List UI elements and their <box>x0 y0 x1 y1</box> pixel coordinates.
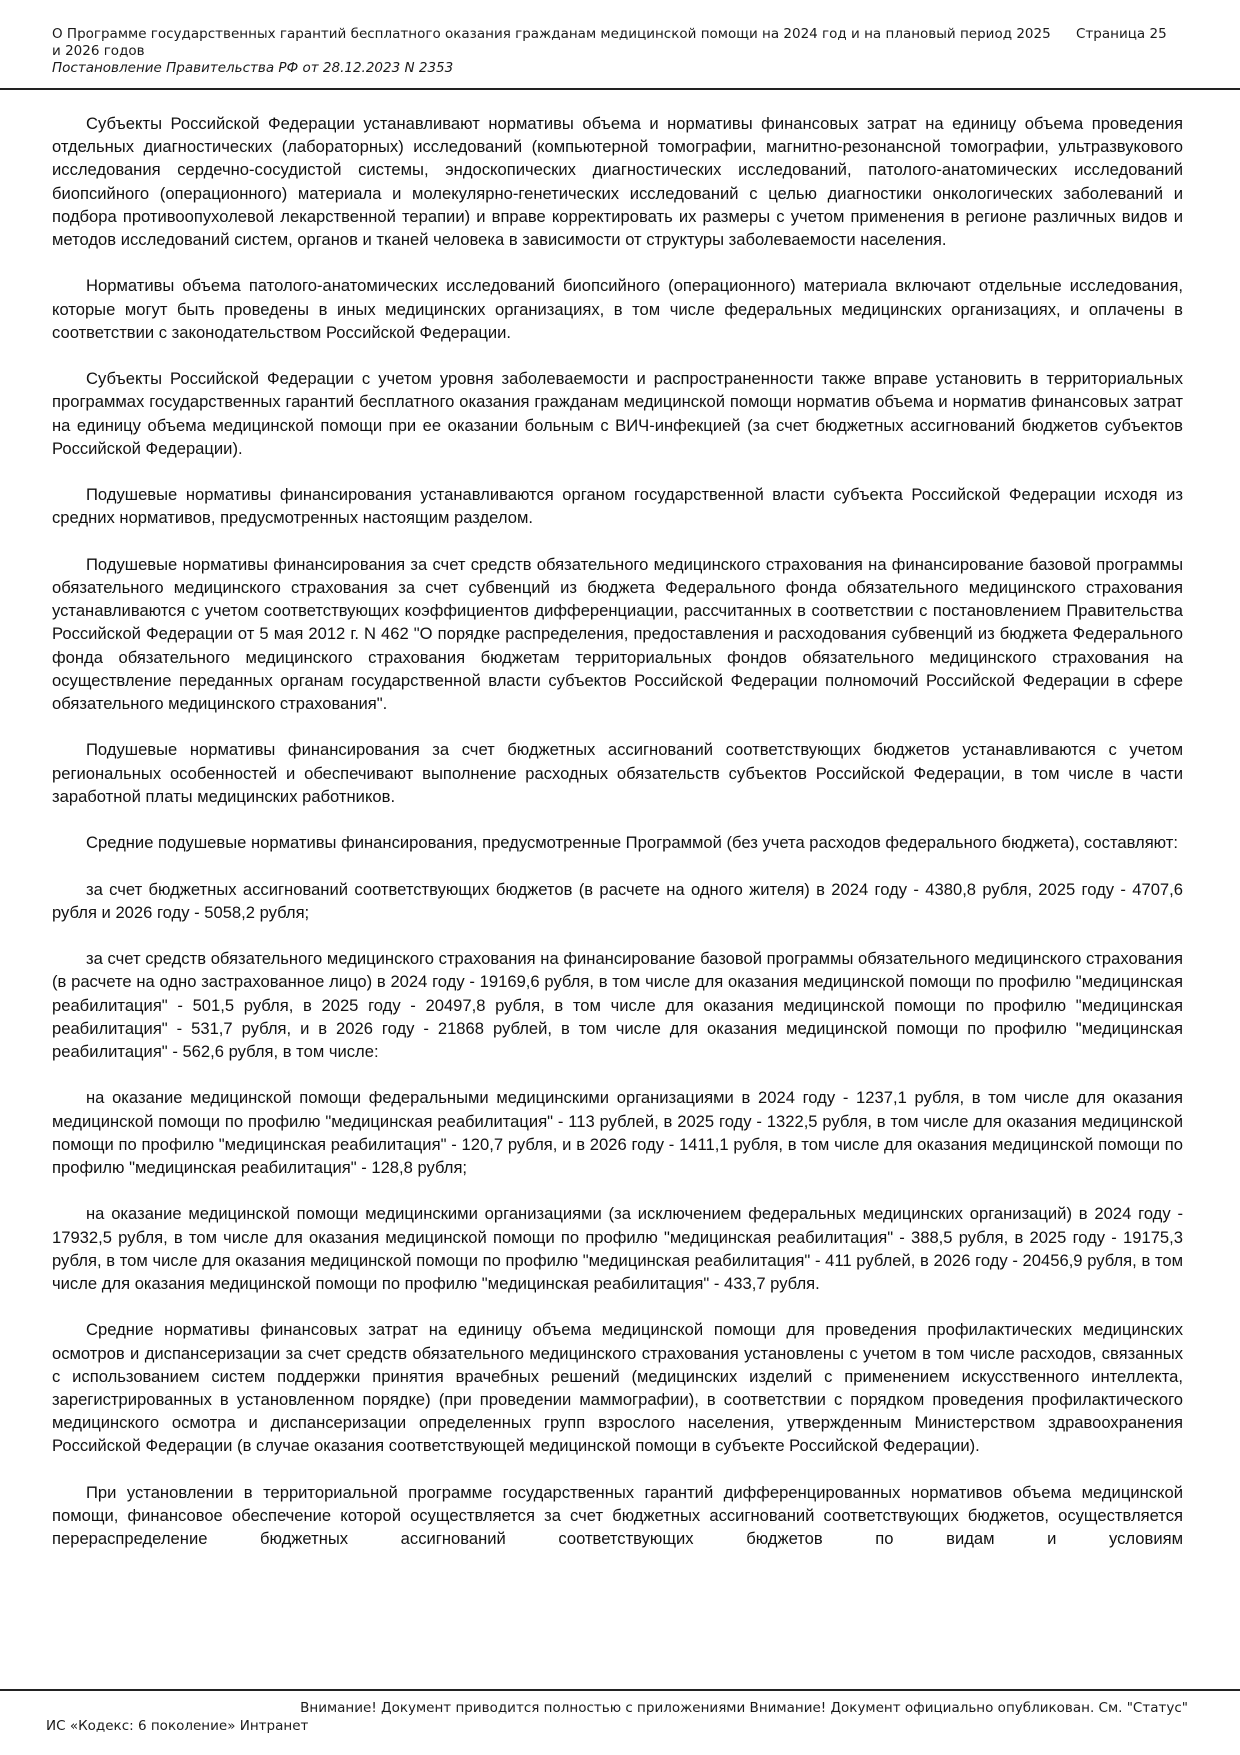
paragraph: на оказание медицинской помощи медицинскими организациями (за исключением федеральных медицинских организаций) в 2024 году - 17932,5 рубля, в том числе для оказания медицинской помощи по профилю "медицинская реабилитация" - 388,5 рубля, в 2025 году - 19175,3 рубля, в том числе для оказания медицинской помощи по профилю "медицинская реабилитация" - 411 рублей, в 2026 году - 20456,9 рубля, в том числе для оказания медицинской помощи по профилю "медицинская реабилитация" - 433,7 рубля. <box>52 1204 1183 1293</box>
document-body <box>52 112 1183 1550</box>
paragraph: Нормативы объема патолого-анатомических исследований биопсийного (операционного) материала включают отдельные исследования, которые могут быть проведены в иных медицинских организациях, в том числе федеральных медицинских организациях, и оплачены в соответствии с законодательством Российской Федерации. <box>52 276 1183 342</box>
document-subtitle: Постановление Правительства РФ от 28.12.2023 N 2353 <box>52 60 454 76</box>
page-header <box>0 0 1240 90</box>
page-number: Страница 25 <box>1076 26 1167 42</box>
paragraph: на оказание медицинской помощи федеральными медицинскими организациями в 2024 году - 1237,1 рубля, в том числе для оказания медицинской помощи по профилю "медицинская реабилитация" - 113 рублей, в 2025 году - 1322,5 рубля, в том числе для оказания медицинской помощи по профилю "медицинская реабилитация" - 120,7 рубля, и в 2026 году - 1411,1 рубля, в том числе для оказания медицинской помощи по профилю "медицинская реабилитация" - 128,8 рубля; <box>52 1088 1183 1177</box>
footer-system-label: ИС «Кодекс: 6 поколение» Интранет <box>46 1718 309 1734</box>
paragraph: за счет средств обязательного медицинского страхования на финансирование базовой программы обязательного медицинского страхования (в расчете на одно застрахованное лицо) в 2024 году - 19169,6 рубля, в том числе для оказания медицинской помощи по профилю "медицинская реабилитация" - 501,5 рубля, в 2025 году - 20497,8 рубля, в том числе для оказания медицинской помощи по профилю "медицинская реабилитация" - 531,7 рубля, и в 2026 году - 21868 рублей, в том числе для оказания медицинской помощи по профилю "медицинская реабилитация" - 562,6 рубля, в том числе: <box>52 949 1183 1061</box>
paragraph: Подушевые нормативы финансирования за счет бюджетных ассигнований соответствующих бюджетов устанавливаются с учетом региональных особенностей и обеспечивают выполнение расходных обязательств субъектов Российской Федерации, в том числе в части заработной платы медицинских работников. <box>52 740 1183 806</box>
paragraph: Средние подушевые нормативы финансирования, предусмотренные Программой (без учета расходов федерального бюджета), составляют: <box>86 833 1178 853</box>
paragraph: Средние нормативы финансовых затрат на единицу объема медицинской помощи для проведения профилактических медицинских осмотров и диспансеризации за счет средств обязательного медицинского страхования установлены с учетом в том числе расходов, связанных с использованием систем поддержки принятия врачебных решений (медицинских изделий с применением искусственного интеллекта, зарегистрированных в установленном порядке) (при проведении маммографии), в соответствии с порядком проведения профилактического медицинского осмотра и диспансеризации определенных групп взрослого населения, утвержденным Министерством здравоохранения Российской Федерации (в случае оказания соответствующей медицинской помощи в субъекте Российской Федерации). <box>52 1320 1183 1456</box>
paragraph: за счет бюджетных ассигнований соответствующих бюджетов (в расчете на одного жителя) в 2024 году - 4380,8 рубля, 2025 году - 4707,6 рубля и 2026 году - 5058,2 рубля; <box>52 879 1183 922</box>
paragraph: Подушевые нормативы финансирования за счет средств обязательного медицинского страхования на финансирование базовой программы обязательного медицинского страхования за счет субвенций из бюджета Федерального фонда обязательного медицинского страхования устанавливаются с учетом соответствующих коэффициентов дифференциации, рассчитанных в соответствии с постановлением Правительства Российской Федерации от 5 мая 2012 г. N 462 "О порядке распределения, предоставления и расходования субвенций из бюджета Федерального фонда обязательного медицинского страхования бюджетам территориальных фондов обязательного медицинского страхования на осуществление переданных органам государственной власти субъектов Российской Федерации полномочий Российской Федерации в сфере обязательного медицинского страхования". <box>52 554 1183 714</box>
paragraph-continued: При установлении в территориальной программе государственных гарантий дифференцированных нормативов объема медицинской помощи, финансовое обеспечение которой осуществляется за счет бюджетных ассигнований соответствующих бюджетов, осуществляется перераспределение бюджетных ассигнований соответствующих бюджетов по видам и условиям <box>52 1482 1183 1549</box>
footer-notice: Внимание! Документ приводится полностью с приложениями Внимание! Документ официально опубликован. См. "Статус" <box>300 1700 1188 1716</box>
document-title: О Программе государственных гарантий бесплатного оказания гражданам медицинской помощи на 2024 год и на плановый период 2025 и 2026 годов <box>52 26 1051 59</box>
paragraph: Субъекты Российской Федерации с учетом уровня заболеваемости и распространенности также вправе установить в территориальных программах государственных гарантий бесплатного оказания гражданам медицинской помощи норматив объема и норматив финансовых затрат на единицу объема медицинской помощи при ее оказании больным с ВИЧ-инфекцией (за счет бюджетных ассигнований бюджетов субъектов Российской Федерации). <box>52 369 1183 458</box>
footer-divider <box>0 1689 1240 1691</box>
paragraph: Подушевые нормативы финансирования устанавливаются органом государственной власти субъекта Российской Федерации исходя из средних нормативов, предусмотренных настоящим разделом. <box>52 485 1183 528</box>
header-divider <box>0 88 1240 90</box>
paragraph: Субъекты Российской Федерации устанавливают нормативы объема и нормативы финансовых затрат на единицу объема проведения отдельных диагностических (лабораторных) исследований (компьютерной томографии, магнитно-резонансной томографии, ультразвукового исследования сердечно-сосудистой системы, эндоскопических диагностических исследований, патолого-анатомических исследований биопсийного (операционного) материала и молекулярно-генетических исследований с целью диагностики онкологических заболеваний и подбора противоопухолевой лекарственной терапии) и вправе корректировать их размеры с учетом применения в регионе различных видов и методов исследований систем, органов и тканей человека в зависимости от структуры заболеваемости населения. <box>52 114 1183 250</box>
